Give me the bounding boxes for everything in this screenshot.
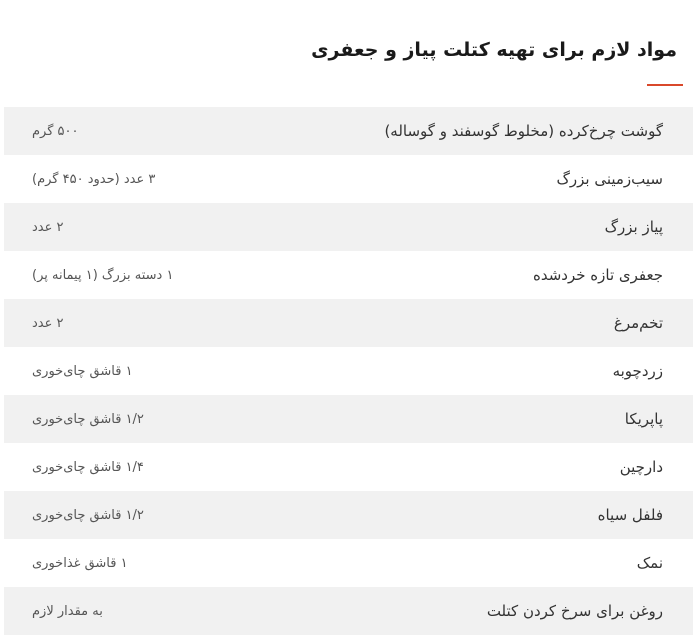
- table-row: [4, 395, 693, 443]
- table-row: [4, 107, 693, 155]
- section-title: مواد لازم برای تهیه کتلت پیاز و جعفری: [311, 39, 677, 61]
- table-row: [4, 299, 693, 347]
- table-row: [4, 203, 693, 251]
- table-row: [4, 251, 693, 299]
- ingredient-name: پیاز بزرگ: [604, 218, 663, 236]
- ingredient-name: دارچین: [619, 458, 663, 476]
- ingredient-name: سیب‌زمینی بزرگ: [556, 170, 663, 188]
- ingredient-amount: ۳ عدد (حدود ۴۵۰ گرم): [32, 171, 156, 187]
- ingredient-amount: ۱/۲ قاشق چای‌خوری: [32, 411, 144, 427]
- table-row: [4, 539, 693, 587]
- ingredient-name: جعفری تازه خردشده: [532, 266, 663, 284]
- ingredient-amount: ۱ دسته بزرگ (۱ پیمانه پر): [32, 267, 174, 283]
- ingredient-name: پاپریکا: [624, 410, 663, 428]
- ingredients-table: [4, 107, 693, 635]
- table-row: [4, 347, 693, 395]
- ingredient-name: فلفل سیاه: [597, 506, 663, 524]
- ingredient-amount: ۱/۴ قاشق چای‌خوری: [32, 459, 144, 475]
- ingredient-name: گوشت چرخ‌کرده (مخلوط گوسفند و گوساله): [384, 122, 663, 140]
- table-row: [4, 491, 693, 539]
- ingredient-name: زردچوبه: [612, 362, 663, 380]
- table-row: [4, 443, 693, 491]
- ingredient-name: تخم‌مرغ: [613, 314, 663, 332]
- title-accent-underline: [647, 84, 683, 86]
- ingredient-amount: ۱ قاشق چای‌خوری: [32, 363, 133, 379]
- ingredient-amount: ۱ قاشق غذاخوری: [32, 555, 128, 571]
- ingredient-name: نمک: [636, 554, 663, 572]
- ingredient-amount: ۲ عدد: [32, 315, 64, 331]
- ingredient-amount: به مقدار لازم: [32, 603, 103, 619]
- ingredient-amount: ۵۰۰ گرم: [32, 123, 79, 139]
- ingredient-name: روغن برای سرخ کردن کتلت: [486, 602, 663, 620]
- table-row: [4, 587, 693, 635]
- table-row: [4, 155, 693, 203]
- ingredient-amount: ۱/۲ قاشق چای‌خوری: [32, 507, 144, 523]
- ingredient-amount: ۲ عدد: [32, 219, 64, 235]
